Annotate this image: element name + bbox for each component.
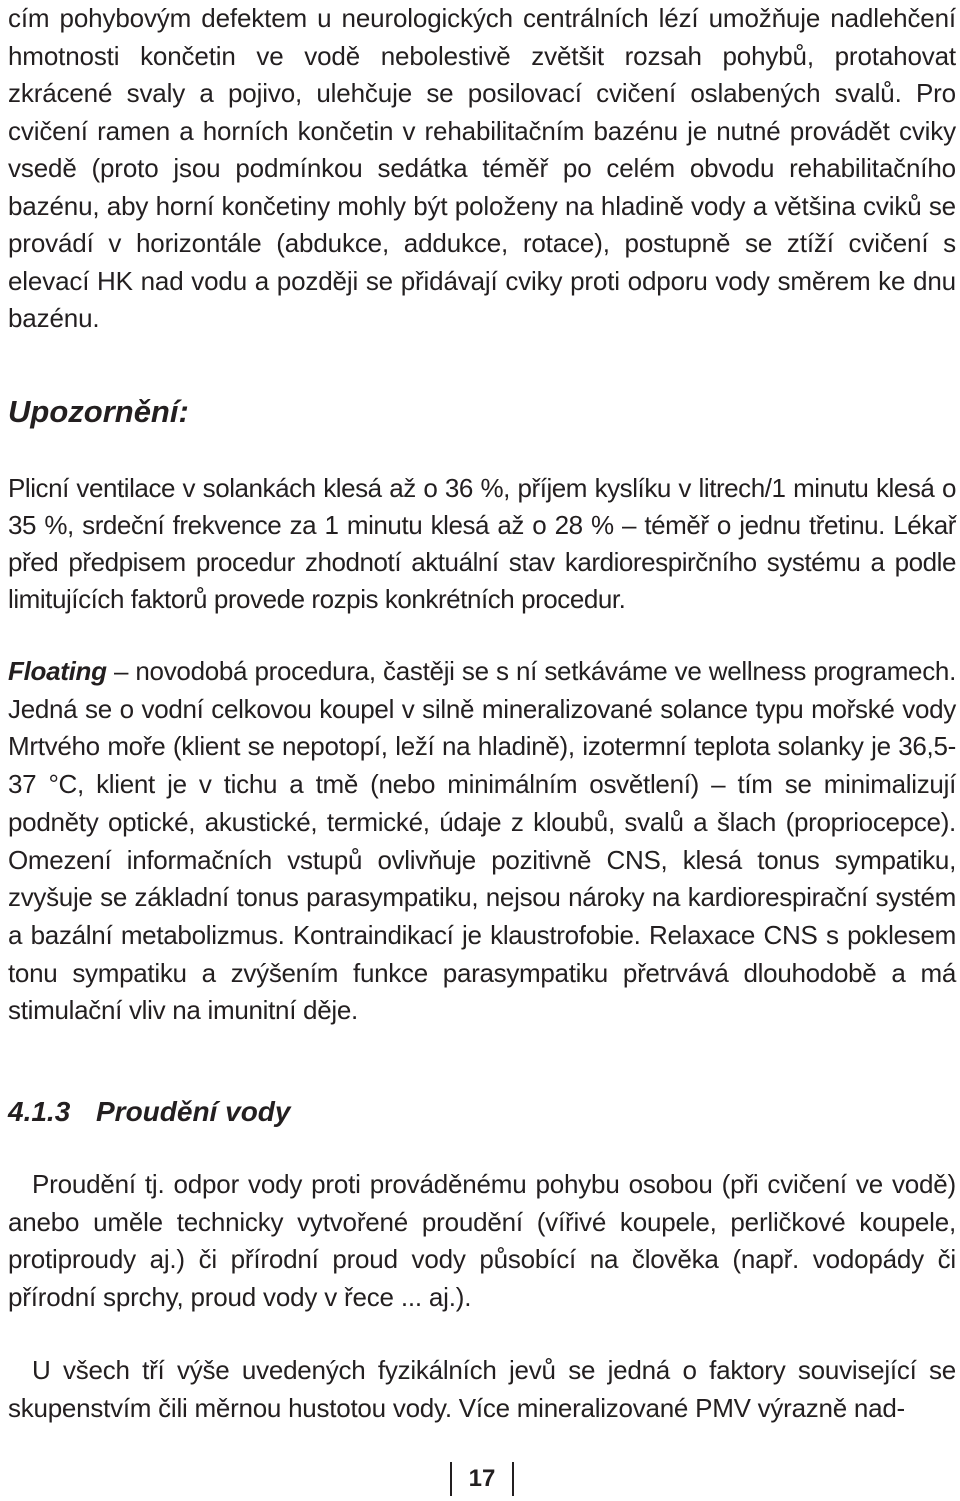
phases-paragraph: U všech tří výše uvedených fyzikálních jevů se jedná o faktory související se skupenstvím čili měrnou hustotou vody. Více mineralizované PMV výrazně nad- (8, 1355, 956, 1423)
page-number-right-rule (512, 1462, 514, 1496)
section-number: 4.1.3 (8, 1096, 71, 1127)
section-title: Proudění vody (96, 1096, 291, 1127)
warning-paragraph: Plicní ventilace v solankách klesá až o 36 %, příjem kyslíku v litrech/1 minutu klesá o 35 %, srdeční frekvence za 1 minutu klesá až o 28 % – téměř o jednu třetinu. Lékař před předpisem procedur zhodnotí aktuální stav kardiorespirčního systému a podle limitujících faktorů provede rozpis konkrétních procedur. (8, 473, 956, 614)
page-footer (450, 1462, 514, 1496)
intro-paragraph: cím pohybovým defektem u neurologických centrálních lézí umožňuje nadlehčení hmotnosti končetin ve vodě nebolestivě zvětšit rozsah pohybů, protahovat zkrácené svaly a pojivo, ulehčuje se posilovací cvičení oslabených svalů. Pro cvičení ramen a horních končetin v rehabilitačním bazénu je nutné provádět cviky vsedě (proto jsou podmínkou sedátka téměř po celém obvodu rehabilitačního bazénu, aby horní končetiny mohly být položeny na hladině vody a většina cviků se provádí v horizontále (abdukce, addukce, rotace), postupně se ztíží cvičení s elevací HK nad vodu a později se přidávají cviky proti odporu vody směrem ke dnu bazénu. (8, 3, 956, 333)
floating-paragraph (8, 653, 956, 1030)
warning-heading: Upozornění: (8, 394, 189, 429)
section-heading (8, 1090, 290, 1134)
flow-paragraph: Proudění tj. odpor vody proti prováděnému pohybu osobou (při cvičení ve vodě) anebo uměle technicky vytvořené proudění (vířivé koupele, perličkové koupele, protiproudy aj.) či přírodní proud vody působící na člověka (např. vodopády či přírodní sprchy, proud vody v řece ... aj.). (8, 1169, 956, 1312)
floating-term: Floating (8, 656, 107, 686)
page-number: 17 (468, 1465, 496, 1492)
floating-description: – novodobá procedura, častěji se s ní setkáváme ve wellness programech. Jedná se o vodní celkovou koupel v silně mineralizované solance typu mořské vody Mrtvého moře (klient se nepotopí, leží na hladině), izotermní teplota solanky je 36,5-37 °C, klient je v tichu a tmě (nebo minimálním osvětlení) – tím se minimalizují podněty optické, akustické, termické, údaje z kloubů, svalů a šlach (propriocepce). Omezení informačních vstupů ovlivňuje pozitivně CNS, klesá tonus sympatiku, zvyšuje se základní tonus parasympatiku, nejsou nároky na kardiorespirační systém a bazální metabolizmus. Kontraindikací je klaustrofobie. Relaxace CNS s poklesem tonu sympatiku a zvýšením funkce parasympatiku přetrvává dlouhodobě a má stimulační vliv na imunitní děje. (8, 656, 956, 1026)
